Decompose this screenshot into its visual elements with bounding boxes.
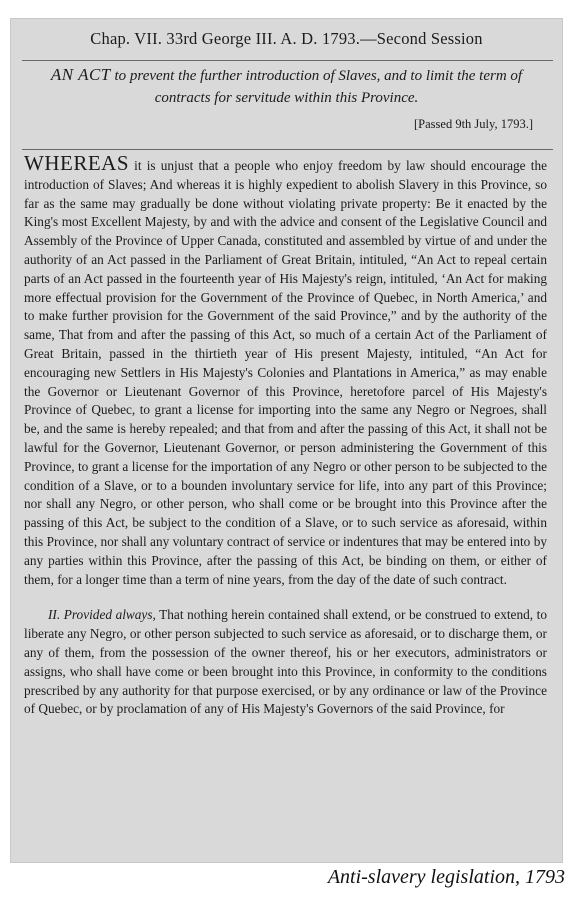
paragraph-two <box>24 606 547 719</box>
act-title-rest: to prevent the further introduction of Slaves, and to limit the term of contracts for servitude within this Province. <box>114 68 523 106</box>
act-body <box>24 151 547 719</box>
chapter-header <box>10 24 563 54</box>
paragraph-two-text: That nothing herein contained shall extend, or be construed to extend, to liberate any Negro, or other person subjected to such service as aforesaid, or to discharge them, or any of them, from the possession of the owner thereof, his or her executors, administrators or assigns, who shall have come or been brought into this Province, in conformity to the conditions prescribed by any authority for that purpose exercised, or by any ordinance or law of the Province of Quebec, or by proclamation of any of His Majesty's Governors of the said Province, for <box>24 607 547 717</box>
paragraph-one-opening: WHEREAS <box>24 151 129 175</box>
header-rule <box>22 60 553 61</box>
passed-date: [Passed 9th July, 1793.] <box>414 117 533 131</box>
paragraph-two-lead: II. Provided always, <box>48 607 156 623</box>
act-title <box>24 64 549 109</box>
act-title-lead: AN ACT <box>50 65 111 84</box>
paragraph-one <box>24 151 547 589</box>
title-rule <box>22 149 553 150</box>
image-caption: Anti-slavery legislation, 1793 <box>327 866 565 888</box>
document-page <box>10 18 563 863</box>
paragraph-one-text: it is unjust that a people who enjoy freedom by law should encourage the introduction of Slaves; And whereas it is highly expedient to abolish Slavery in this Province, so far as the same may gradually be done without violating private property: Be it enacted by the King's most Excellent Majesty, by and with the advice and consent of the Legislative Council and Assembly of the Province of Upper Canada, constituted and assembled by virtue of and under the authority of an Act passed in the Parliament of Great Britain, intituled, “An Act to repeal certain parts of an Act passed in the fourteenth year of His Majesty's reign, intituled, ‘An Act for making more effectual provision for the Government of the Province of Quebec, in North America,’ and to make further provision for the Government of the said Province,” and by the authority of the same, That from and after the passing of this Act, so much of a certain Act of the Parliament of Great Britain, passed in the thirtieth year of His present Majesty, intituled, “An Act for encouraging new Settlers in His Majesty's Colonies and Plantations in America,” as may enable the Governor or Lieutenant Governor of this Province, heretofore parcel of His Majesty's Province of Quebec, to grant a license for importing into the same any Negro or Negroes, shall be, and the same is hereby repealed; and that from and after the passing of this Act, it shall not be lawful for the Governor, Lieutenant Governor, or person administering the Government of this Province, to grant a license for the importation of any Negro or other person to be subjected to the condition of a Slave, or to a bounden involuntary service for life, into any part of this Province; nor shall any Negro, or other person, who shall come or be brought into this Province after the passing of this Act, be subject to the condition of a Slave, or to such service as aforesaid, within this Province, nor shall any voluntary contract of service or indentures that may be entered into by any parties within this Province, after the passing of this Act, be binding on them, or either of them, for a longer time than a term of nine years, from the day of the date of such contract. <box>24 158 547 587</box>
chapter-heading: Chap. VII. 33rd George III. A. D. 1793.—Second Session <box>90 29 483 48</box>
